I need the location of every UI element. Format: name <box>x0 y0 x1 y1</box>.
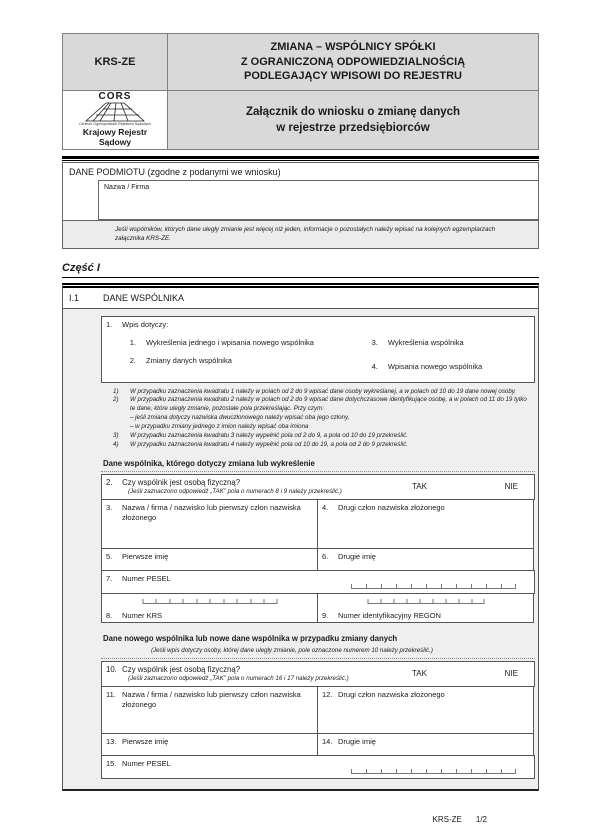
field-7-label: Numer PESEL <box>122 574 171 584</box>
question-2 <box>106 478 412 487</box>
field-6-number: 6. <box>322 552 329 562</box>
option-4[interactable] <box>344 358 534 376</box>
field-13-label-row <box>102 734 317 747</box>
question-10-note: (Jeśli zaznaczono odpowiedź „TAK” pola o numerach 16 i 17 należy przekreślić.) <box>128 675 349 683</box>
org-name-line2: Sądowy <box>98 137 132 148</box>
field-4-label: Drugi człon nazwiska złożonego <box>338 503 445 513</box>
form-title <box>168 33 539 90</box>
form-title-line1: ZMIANA – WSPÓLNICY SPÓŁKI <box>270 40 436 53</box>
dane-podmiotu-section <box>62 162 539 249</box>
question-2-choices <box>412 478 528 495</box>
question-10-tak[interactable]: TAK <box>412 669 427 679</box>
cors-logo-text: CORS <box>98 91 132 103</box>
dane-podmiotu-note: Jeśli wspólników, których dane uległy zmianie jest więcej niż jeden, informacje o pozostałych należy wpisać na kolejnych egzemplarzach załącznika KRS-ZE. <box>63 220 538 248</box>
field-7-label-row <box>102 571 534 584</box>
field-14[interactable] <box>317 733 534 756</box>
field-9-number: 9. <box>322 610 329 620</box>
field-14-label: Drugie imię <box>338 737 376 747</box>
section-I1 <box>62 283 539 791</box>
field-14-number: 14. <box>322 737 333 747</box>
footer-form-code: KRS-ZE <box>432 815 462 824</box>
footnotes <box>101 383 535 455</box>
option-2-number: 2. <box>129 355 136 365</box>
double-rule-top <box>62 156 539 161</box>
footnote-1 <box>113 388 531 397</box>
field-13-number: 13. <box>106 737 117 747</box>
field-3[interactable] <box>101 499 318 549</box>
footnote-2-number: 2) <box>113 396 119 404</box>
field-15-number: 15. <box>106 759 117 769</box>
footnote-3-text: W przypadku zaznaczenia kwadratu 3 należy wypełnić pola od 2 do 9, a pola od 10 do 19 przekreślić. <box>130 432 408 440</box>
question-2-nie[interactable]: NIE <box>504 482 518 492</box>
footnote-4-text: W przypadku zaznaczenia kwadratu 4 należy wypełnić pola od 10 do 19, a pola od 2 do 9 przekreślić. <box>130 441 408 449</box>
field-15[interactable] <box>101 755 535 779</box>
question-10-nie[interactable]: NIE <box>504 669 518 679</box>
field-15-pesel-comb[interactable] <box>351 769 516 774</box>
question-10-label: Czy wspólnik jest osobą fizyczną? <box>122 665 241 675</box>
section-number: I.1 <box>69 293 80 304</box>
field-2-question <box>101 474 535 500</box>
field-6-label: Drugie imię <box>338 552 376 562</box>
footnote-1-number: 1) <box>113 387 119 395</box>
field-5-label: Pierwsze imię <box>122 552 169 562</box>
footnote-2-text <box>130 396 531 432</box>
field-8-number: 8. <box>106 610 113 620</box>
field-8[interactable] <box>101 593 318 623</box>
field-15-label: Numer PESEL <box>122 759 171 769</box>
form-subtitle-line1: Załącznik do wniosku o zmianę danych <box>245 105 461 118</box>
field-5-label-row <box>102 549 317 562</box>
question-10-choices <box>412 665 528 682</box>
field-9-regon-comb[interactable] <box>367 599 484 604</box>
field-9-label: Numer identyfikacyjny REGON <box>338 610 441 620</box>
footnote-3 <box>113 432 531 441</box>
field-13-label: Pierwsze imię <box>122 737 169 747</box>
footer-page-number: 1/2 <box>475 815 487 824</box>
field-9[interactable] <box>317 593 534 623</box>
question-2-note: (Jeśli zaznaczono odpowiedź „TAK” pola o numerach 8 i 9 należy przekreślić.) <box>128 488 342 496</box>
footnote-1-text: W przypadku zaznaczenia kwadratu 1 należy w polach od 2 do 9 wpisać dane osoby wykreślanej, a w polach od 10 do 19 dane nowej osoby. <box>130 387 517 395</box>
option-1-number: 1. <box>129 338 136 347</box>
field-7-pesel-comb[interactable] <box>351 584 516 589</box>
section-a-header: Dane wspólnika, którego dotyczy zmiana lub wykreślenie <box>101 454 535 472</box>
page-footer <box>62 815 539 824</box>
field-6-label-row <box>318 549 533 562</box>
wpis-dotyczy-options <box>102 334 534 376</box>
field-8-krs-comb[interactable] <box>142 599 277 604</box>
part1-heading: Część I <box>62 262 539 278</box>
footnote-2-sub2: – w przypadku zmiany jednego z imion należy wpisać oba imiona <box>130 423 309 431</box>
question-2-text-block <box>106 478 412 495</box>
question-10 <box>106 665 412 674</box>
field-7-number: 7. <box>106 574 113 584</box>
form-subtitle <box>168 90 539 150</box>
field-15-label-row <box>102 756 534 769</box>
field-9-label-row <box>318 608 446 621</box>
cors-grid-icon <box>84 102 146 122</box>
field-12-number: 12. <box>322 690 333 700</box>
form-subtitle-line2: w rejestrze przedsiębiorców <box>276 122 430 134</box>
field-1-number: 1. <box>106 320 113 330</box>
field-5[interactable] <box>101 548 318 571</box>
field-11-label: Nazwa / firma / nazwisko lub pierwszy człon nazwiska złożonego <box>122 690 301 710</box>
field-14-label-row <box>318 734 533 747</box>
field-11-number: 11. <box>106 690 116 700</box>
section-I1-body <box>63 309 538 789</box>
field-7[interactable] <box>101 570 535 594</box>
section-b-header-note: (Jeśli wpis dotyczy osoby, której dane uległy zmianie, pole oznaczone numerem 10 należy przekreślić.) <box>101 646 535 659</box>
field-8-label: Numer KRS <box>122 610 163 620</box>
question-2-label: Czy wspólnik jest osobą fizyczną? <box>122 478 241 488</box>
option-1-label: Wykreślenia jednego i wpisania nowego wspólnika <box>146 338 314 347</box>
option-2[interactable] <box>102 352 344 370</box>
footnote-2 <box>113 396 531 432</box>
option-4-number: 4. <box>371 361 378 371</box>
footnote-3-number: 3) <box>113 432 119 440</box>
form-header <box>62 33 539 150</box>
option-4-label: Wpisania nowego wspólnika <box>387 361 483 371</box>
cors-logo <box>62 90 168 150</box>
field-10-question <box>101 661 535 687</box>
field-5-number: 5. <box>106 552 113 562</box>
field-12-label: Drugi człon nazwiska złożonego <box>338 690 445 700</box>
question-10-number: 10. <box>106 665 117 675</box>
field-11[interactable] <box>101 686 318 734</box>
nazwa-firma-field[interactable] <box>98 180 538 220</box>
field-6[interactable] <box>317 548 534 571</box>
field-3-label-row <box>102 500 317 523</box>
option-3-number: 3. <box>371 338 378 347</box>
footnote-2-main: W przypadku zaznaczenia kwadratu 2 należy w polach od 2 do 9 wpisać dane dotychczasowe identyfikujące osobę, a w polach od 11 do 19 tylko te dane, które uległy zmianie, pozostałe pola przekreślając. Przy czym: <box>130 396 527 413</box>
option-1[interactable] <box>102 334 344 352</box>
field-11-label-row <box>102 687 317 710</box>
field-1-label-row <box>102 317 534 330</box>
nazwa-firma-label: Nazwa / Firma <box>104 184 150 191</box>
field-12[interactable] <box>317 686 534 734</box>
field-13[interactable] <box>101 733 318 756</box>
dane-podmiotu-header: DANE PODMIOTU (zgodne z podanymi we wniosku) <box>69 167 281 177</box>
section-title: DANE WSPÓLNIKA <box>103 293 185 304</box>
field-8-label-row <box>102 608 167 621</box>
question-2-tak[interactable]: TAK <box>412 482 427 492</box>
question-10-text-block <box>106 665 412 682</box>
field-1-label: Wpis dotyczy: <box>122 320 169 330</box>
form-title-line2: Z OGRANICZONĄ ODPOWIEDZIALNOŚCIĄ <box>240 55 466 68</box>
cors-caption: Centrum Ogólnopolskich Rejestrów Sądowych <box>79 122 151 127</box>
option-3[interactable] <box>344 334 534 352</box>
option-2-label: Zmiany danych wspólnika <box>146 355 232 365</box>
field-12-label-row <box>318 687 533 700</box>
field-3-label: Nazwa / firma / nazwisko lub pierwszy człon nazwiska złożonego <box>122 503 301 523</box>
field-3-number: 3. <box>106 503 113 513</box>
option-3-label: Wykreślenia wspólnika <box>387 338 464 347</box>
section-b-header: Dane nowego wspólnika lub nowe dane wspólnika w przypadku zmiany danych <box>103 634 398 644</box>
org-name-line1: Krajowy Rejestr <box>82 127 148 138</box>
question-2-number: 2. <box>106 478 113 488</box>
field-4-label-row <box>318 500 533 513</box>
footnote-2-sub1: – jeśli zmiana dotyczy nazwiska dwuczłonowego należy wpisać oba jego człony, <box>130 414 350 422</box>
form-title-line3: PODLEGAJĄCY WPISOWI DO REJESTRU <box>244 70 462 83</box>
field-4-number: 4. <box>322 503 329 513</box>
form-code: KRS-ZE <box>62 33 168 90</box>
footnote-4-number: 4) <box>113 441 119 449</box>
footnote-4 <box>113 441 531 450</box>
field-1-wpis-dotyczy <box>101 316 535 382</box>
section-I1-header <box>63 288 538 309</box>
field-4[interactable] <box>317 499 534 549</box>
